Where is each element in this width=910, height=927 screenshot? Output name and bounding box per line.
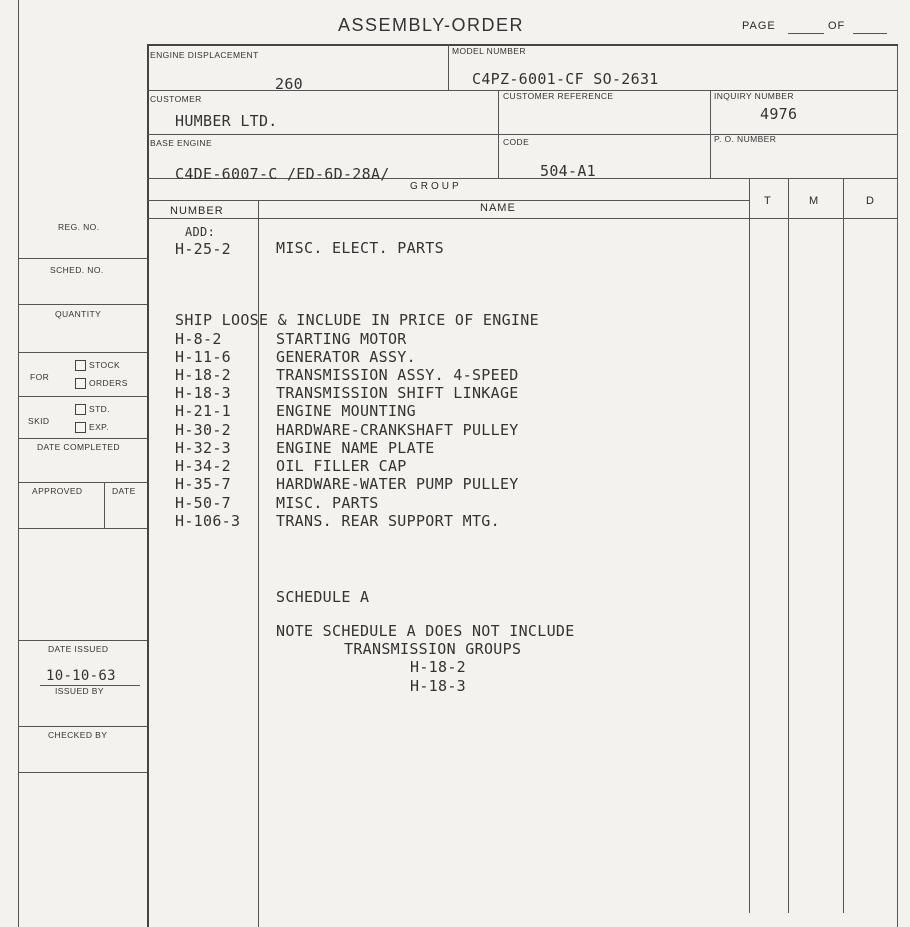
note-line-1: NOTE SCHEDULE A DOES NOT INCLUDE <box>276 622 575 640</box>
item-number: H-18-2 <box>175 366 231 384</box>
schedule-heading: SCHEDULE A <box>276 588 370 606</box>
item-number: H-32-3 <box>175 439 231 457</box>
sidebar-rule-1 <box>18 258 147 259</box>
code-label: CODE <box>503 137 530 147</box>
m-d-divider <box>843 178 844 913</box>
form-title: ASSEMBLY-ORDER <box>338 15 525 35</box>
model-number-label: MODEL NUMBER <box>452 46 526 56</box>
exp-label: EXP. <box>89 422 109 432</box>
add-group-name: MISC. ELECT. PARTS <box>276 239 444 257</box>
orders-label: ORDERS <box>89 378 128 388</box>
item-name: ENGINE NAME PLATE <box>276 439 435 457</box>
add-group-number: H-25-2 <box>175 240 231 258</box>
item-number: H-18-3 <box>175 384 231 402</box>
date-issued-label: DATE ISSUED <box>48 644 109 654</box>
item-number: H-30-2 <box>175 421 231 439</box>
header-row-rule-2 <box>147 134 898 135</box>
item-number: H-34-2 <box>175 457 231 475</box>
item-name: HARDWARE-WATER PUMP PULLEY <box>276 475 519 493</box>
number-column-header: NUMBER <box>170 205 224 217</box>
t-m-divider <box>788 178 789 913</box>
name-t-divider <box>749 178 750 913</box>
for-label: FOR <box>30 372 50 382</box>
approved-label: APPROVED <box>32 486 83 496</box>
std-label: STD. <box>89 404 110 414</box>
column-header-rule <box>147 218 898 219</box>
right-border <box>897 44 898 927</box>
d-column-header: D <box>866 195 874 207</box>
item-name: TRANSMISSION ASSY. 4-SPEED <box>276 366 519 384</box>
customer-value: HUMBER LTD. <box>175 112 278 130</box>
reg-no-label: REG. NO. <box>58 222 100 232</box>
page-blank <box>788 33 824 34</box>
item-number: H-106-3 <box>175 512 241 530</box>
base-engine-label: BASE ENGINE <box>150 138 213 148</box>
checked-by-label: CHECKED BY <box>48 730 108 740</box>
header-divider-1 <box>448 44 449 90</box>
code-value: 504-A1 <box>540 162 596 180</box>
item-name: GENERATOR ASSY. <box>276 348 416 366</box>
sidebar-rule-11 <box>18 772 147 773</box>
po-number-label: P. O. NUMBER <box>714 134 777 144</box>
item-number: H-8-2 <box>175 330 222 348</box>
of-blank <box>853 33 887 34</box>
engine-displacement-label: ENGINE DISPLACEMENT <box>150 50 259 60</box>
sched-no-label: SCHED. NO. <box>50 265 104 275</box>
of-label: OF <box>828 20 846 32</box>
item-name: HARDWARE-CRANKSHAFT PULLEY <box>276 421 519 439</box>
quantity-label: QUANTITY <box>55 309 102 319</box>
group-rule <box>147 200 749 201</box>
t-column-header: T <box>764 195 771 207</box>
stock-label: STOCK <box>89 360 121 370</box>
customer-reference-label: CUSTOMER REFERENCE <box>503 91 614 101</box>
item-name: STARTING MOTOR <box>276 330 407 348</box>
item-name: MISC. PARTS <box>276 494 379 512</box>
customer-label: CUSTOMER <box>150 94 202 104</box>
inquiry-number-label: INQUIRY NUMBER <box>714 91 794 101</box>
item-name: ENGINE MOUNTING <box>276 402 416 420</box>
item-name: TRANSMISSION SHIFT LINKAGE <box>276 384 519 402</box>
note-group-2: H-18-3 <box>410 677 466 695</box>
note-line-2: TRANSMISSION GROUPS <box>344 640 522 658</box>
ship-loose-line: SHIP LOOSE & INCLUDE IN PRICE OF ENGINE <box>175 311 539 329</box>
date-completed-label: DATE COMPLETED <box>37 442 120 452</box>
group-label: GROUP <box>410 181 462 192</box>
item-list <box>0 330 740 530</box>
inquiry-number-value: 4976 <box>760 105 798 123</box>
item-number: H-21-1 <box>175 402 231 420</box>
number-name-divider <box>258 200 259 927</box>
sidebar-rule-2 <box>18 304 147 305</box>
item-name: TRANS. REAR SUPPORT MTG. <box>276 512 500 530</box>
item-number: H-50-7 <box>175 494 231 512</box>
skid-label: SKID <box>28 416 50 426</box>
approved-date-label: DATE <box>112 486 136 496</box>
add-label: ADD: <box>185 225 216 239</box>
item-name: OIL FILLER CAP <box>276 457 407 475</box>
sidebar-rule-8 <box>18 640 147 641</box>
sidebar-rule-10 <box>18 726 147 727</box>
name-column-header: NAME <box>480 202 516 214</box>
note-group-1: H-18-2 <box>410 658 466 676</box>
model-number-value: C4PZ-6001-CF SO-2631 <box>472 70 659 88</box>
date-issued-value: 10-10-63 <box>46 668 116 684</box>
item-number: H-11-6 <box>175 348 231 366</box>
issued-by-label: ISSUED BY <box>55 686 104 696</box>
engine-displacement-value: 260 <box>275 75 303 93</box>
item-number: H-35-7 <box>175 475 231 493</box>
m-column-header: M <box>809 195 819 207</box>
page-label: PAGE <box>742 20 776 32</box>
base-engine-value: C4DE-6007-C /ED-6D-28A/ <box>175 165 390 183</box>
